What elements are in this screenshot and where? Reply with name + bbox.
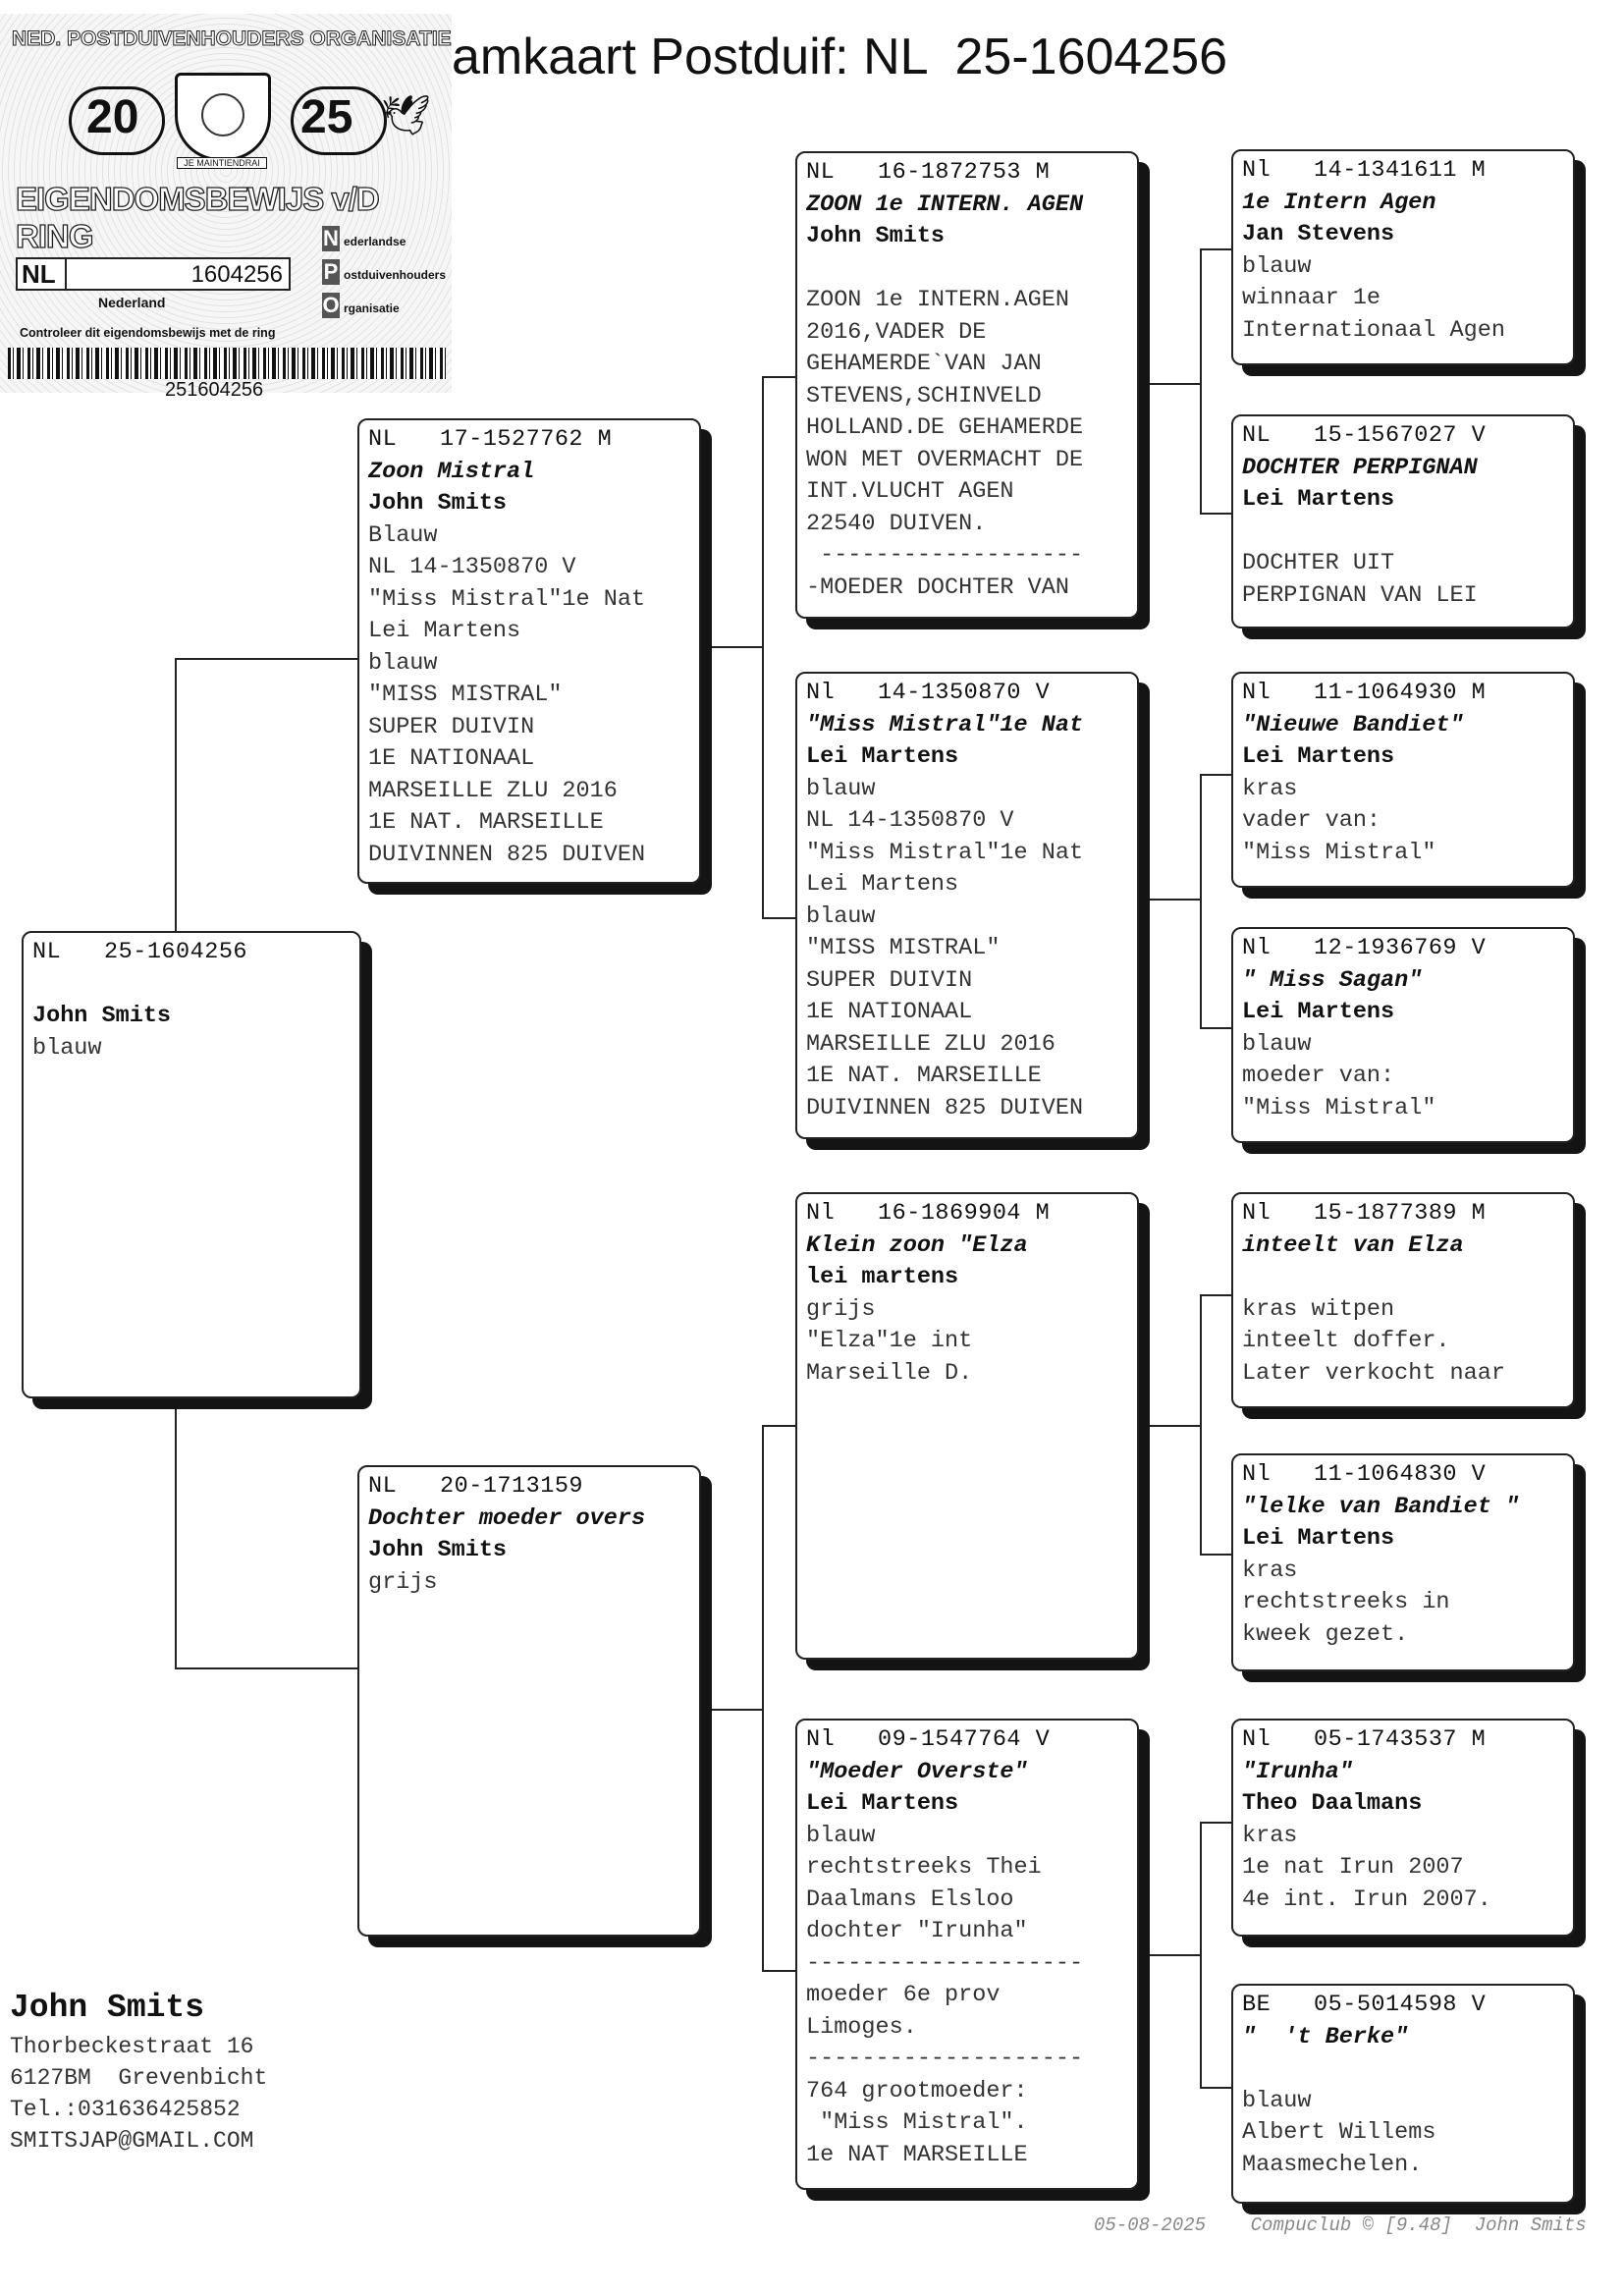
info-line: 1E NAT. MARSEILLE <box>806 1063 1042 1089</box>
dove-icon: 🕊 <box>381 97 431 141</box>
info-line: Marseille D. <box>806 1359 973 1387</box>
info-line: HOLLAND.DE GEHAMERDE <box>806 414 1084 441</box>
info-line: Daalmans Elsloo <box>806 1885 1014 1913</box>
pigeon-name: "Nieuwe Bandiet" <box>1242 711 1464 738</box>
pigeon-name: "Moeder Overste" <box>806 1758 1028 1785</box>
pigeon-name: "Miss Mistral"1e Nat <box>806 711 1084 738</box>
info-line: Limoges. <box>806 2013 917 2041</box>
info-line: SUPER DUIVIN <box>806 966 973 994</box>
info-line: -------------------- <box>806 1949 1084 1977</box>
ring-number-box <box>16 257 291 291</box>
owner-name: John Smits <box>10 1990 205 2026</box>
pigeon-name: Klein zoon "Elza <box>806 1231 1028 1259</box>
info-line: kras <box>1242 1557 1298 1584</box>
info-line: 1E NATIONAAL <box>368 745 535 772</box>
info-line: "Elza"1e int <box>806 1328 973 1354</box>
barcode <box>8 348 446 379</box>
ring-header: NL 25-1604256 <box>32 939 248 965</box>
info-line: 1E NATIONAAL <box>806 999 973 1025</box>
pigeon-card-sire-dam[interactable] <box>795 672 1139 1139</box>
info-line: moeder van: <box>1242 1063 1395 1089</box>
ring-country: NL <box>22 259 56 289</box>
info-line: winnaar 1e <box>1242 285 1381 311</box>
info-line: "Miss Mistral"1e Nat <box>368 585 646 613</box>
ring-header: Nl 15-1877389 M <box>1242 1200 1487 1227</box>
info-line <box>1242 1262 1567 1294</box>
owner-city: 6127BM Grevenbicht <box>10 2065 268 2091</box>
breeder-name: Lei Martens <box>806 1790 959 1817</box>
info-line: STEVENS,SCHINVELD <box>806 382 1042 410</box>
ring-header: BE 05-5014598 V <box>1242 1992 1487 2018</box>
info-line: inteelt doffer. <box>1242 1328 1450 1354</box>
info-line: kras witpen <box>1242 1295 1395 1323</box>
info-line: blauw <box>368 649 438 677</box>
ring-header: Nl 05-1743537 M <box>1242 1726 1487 1753</box>
certificate-year-left: 20 <box>86 91 139 143</box>
info-line: Lei Martens <box>806 871 959 898</box>
info-line <box>806 253 1131 286</box>
ring-header: NL 17-1527762 M <box>368 426 613 453</box>
info-line: Maasmechelen. <box>1242 2151 1423 2178</box>
info-line: vader van: <box>1242 807 1381 834</box>
ring-header: Nl 14-1350870 V <box>806 680 1051 706</box>
info-line: -MOEDER DOCHTER VAN <box>806 574 1069 601</box>
breeder-name: Jan Stevens <box>1242 221 1395 247</box>
info-line <box>32 969 353 1002</box>
info-line: "Miss Mistral" <box>1242 839 1436 866</box>
info-line: -------------------- <box>806 2046 1084 2072</box>
crest-motto: JE MAINTIENDRAI <box>177 157 267 169</box>
country-name: Nederland <box>98 295 166 310</box>
info-line: INT.VLUCHT AGEN <box>806 478 1014 505</box>
ring-header: Nl 12-1936769 V <box>1242 935 1487 961</box>
certificate-org: NED. POSTDUIVENHOUDERS ORGANISATIE <box>12 27 452 50</box>
barcode-number: 251604256 <box>165 379 264 401</box>
info-line: rechtstreeks in <box>1242 1589 1450 1615</box>
pigeon-name: Zoon Mistral <box>368 458 535 485</box>
certificate-year-right: 25 <box>300 91 353 143</box>
pigeon-name: "Irunha" <box>1242 1758 1353 1785</box>
owner-email[interactable]: SMITSJAP@GMAIL.COM <box>10 2128 254 2154</box>
info-line: DUIVINNEN 825 DUIVEN <box>806 1094 1084 1121</box>
footer-date: 05-08-2025 <box>1094 2214 1207 2236</box>
control-text: Controleer dit eigendomsbewijs met de ring <box>20 326 276 340</box>
info-line <box>1242 2053 1567 2086</box>
ring-header: Nl 14-1341611 M <box>1242 157 1487 184</box>
breeder-name: Lei Martens <box>1242 486 1395 513</box>
info-line: 764 grootmoeder: <box>806 2077 1028 2104</box>
info-line: WON MET OVERMACHT DE <box>806 446 1084 473</box>
ring-certificate <box>0 14 452 401</box>
pigeon-name: inteelt van Elza <box>1242 1231 1464 1259</box>
pigeon-name: " Miss Sagan" <box>1242 966 1423 994</box>
ring-header: Nl 09-1547764 V <box>806 1726 1051 1753</box>
pigeon-card-dam[interactable] <box>357 1465 701 1937</box>
footer-software: Compuclub © [9.48] <box>1250 2214 1452 2236</box>
info-line: 22540 DUIVEN. <box>806 510 987 537</box>
ring-header: Nl 11-1064930 M <box>1242 680 1487 706</box>
info-line: Internationaal Agen <box>1242 316 1505 344</box>
breeder-name: John Smits <box>806 223 946 249</box>
info-line <box>1242 517 1567 549</box>
info-line: moeder 6e prov <box>806 1982 1001 2008</box>
pigeon-card-sds[interactable] <box>1231 672 1575 888</box>
info-line: Blauw <box>368 521 438 549</box>
breeder-name: Lei Martens <box>1242 999 1395 1025</box>
info-line: Later verkocht naar <box>1242 1359 1505 1387</box>
info-line: Lei Martens <box>368 618 521 644</box>
info-line: MARSEILLE ZLU 2016 <box>806 1030 1056 1058</box>
pigeon-card-dds[interactable] <box>1231 1719 1575 1937</box>
info-line: "Miss Mistral" <box>1242 1094 1436 1121</box>
info-line: blauw <box>806 1822 876 1849</box>
info-line: 1E NAT. MARSEILLE <box>368 809 604 836</box>
info-line: blauw <box>806 775 876 802</box>
pigeon-card-subject[interactable] <box>22 931 361 1398</box>
certificate-label: EIGENDOMSBEWIJS v/D RING <box>16 181 379 254</box>
pigeon-card-sire[interactable] <box>357 418 701 884</box>
pigeon-name: 1e Intern Agen <box>1242 189 1436 216</box>
page-title: amkaart Postduif: NL 25-1604256 <box>452 28 1228 85</box>
ring-header: NL 16-1872753 M <box>806 159 1051 186</box>
ring-number: 1604256 <box>190 261 283 288</box>
info-line: 4e int. Irun 2007. <box>1242 1885 1491 1913</box>
info-line: blauw <box>1242 252 1312 280</box>
info-line: blauw <box>1242 1030 1312 1058</box>
pigeon-card-dsd[interactable] <box>1231 1453 1575 1671</box>
info-line: Albert Willems <box>1242 2119 1436 2146</box>
owner-block <box>10 1986 267 2157</box>
info-line: rechtstreeks Thei <box>806 1854 1042 1881</box>
info-line: GEHAMERDE`VAN JAN <box>806 351 1042 377</box>
info-line: kweek gezet. <box>1242 1620 1409 1648</box>
ring-header: Nl 16-1869904 M <box>806 1200 1051 1227</box>
owner-phone: Tel.:031636425852 <box>10 2097 241 2122</box>
pigeon-name: DOCHTER PERPIGNAN <box>1242 454 1478 481</box>
owner-street: Thorbeckestraat 16 <box>10 2034 254 2059</box>
info-line: DUIVINNEN 825 DUIVEN <box>368 841 646 868</box>
pigeon-card-ssd[interactable] <box>1231 414 1575 628</box>
info-line: "Miss Mistral". <box>806 2109 1028 2136</box>
pigeon-card-sdd[interactable] <box>1231 927 1575 1143</box>
ring-header: Nl 11-1064830 V <box>1242 1461 1487 1488</box>
info-line: dochter "Irunha" <box>806 1918 1028 1944</box>
lion-crest-icon <box>175 73 271 161</box>
info-line: "MISS MISTRAL" <box>806 935 1001 961</box>
info-line: DOCHTER UIT <box>1242 550 1395 576</box>
pigeon-name: Dochter moeder overs <box>368 1504 646 1532</box>
info-line: "Miss Mistral"1e Nat <box>806 839 1084 866</box>
pigeon-card-dss[interactable] <box>1231 1192 1575 1408</box>
info-line: kras <box>1242 775 1298 802</box>
info-line: 2016,VADER DE <box>806 318 987 346</box>
info-line: blauw <box>806 902 876 930</box>
breeder-name: John Smits <box>32 1003 172 1029</box>
info-line: kras <box>1242 1822 1298 1849</box>
ring-header: NL 15-1567027 V <box>1242 422 1487 449</box>
breeder-name: Lei Martens <box>806 743 959 770</box>
info-line: MARSEILLE ZLU 2016 <box>368 777 618 804</box>
pigeon-name: " 't Berke" <box>1242 2023 1409 2050</box>
info-line: 1e NAT MARSEILLE <box>806 2141 1028 2168</box>
info-line: 1e nat Irun 2007 <box>1242 1854 1464 1881</box>
ring-header: NL 20-1713159 <box>368 1473 584 1500</box>
footer <box>1094 2214 1587 2236</box>
breeder-name: John Smits <box>368 490 508 517</box>
breeder-name: lei martens <box>806 1264 959 1290</box>
pigeon-name: ZOON 1e INTERN. AGEN <box>806 191 1084 218</box>
npo-line-1: N ederlandse <box>323 226 406 250</box>
info-line: grijs <box>368 1568 438 1596</box>
info-line: SUPER DUIVIN <box>368 713 535 740</box>
footer-author: John Smits <box>1474 2214 1587 2236</box>
info-line: blauw <box>1242 2087 1312 2114</box>
info-line: blauw <box>32 1034 102 1062</box>
info-line: PERPIGNAN VAN LEI <box>1242 581 1478 609</box>
breeder-name: John Smits <box>368 1537 508 1563</box>
npo-line-2: P ostduivenhouders <box>323 259 447 284</box>
breeder-name: Lei Martens <box>1242 1525 1395 1552</box>
pigeon-card-dam-sire[interactable] <box>795 1192 1139 1660</box>
breeder-name: Lei Martens <box>1242 743 1395 770</box>
npo-line-3: O rganisatie <box>322 293 400 317</box>
info-line: ------------------- <box>806 542 1084 569</box>
info-line: NL 14-1350870 V <box>368 554 576 580</box>
info-line: ZOON 1e INTERN.AGEN <box>806 287 1069 313</box>
info-line: "MISS MISTRAL" <box>368 682 563 708</box>
breeder-name: Theo Daalmans <box>1242 1790 1423 1817</box>
pigeon-card-dam-dam[interactable] <box>795 1719 1139 2190</box>
pigeon-card-sire-sire[interactable] <box>795 151 1139 619</box>
pigeon-card-sss[interactable] <box>1231 149 1575 365</box>
info-line: grijs <box>806 1295 876 1323</box>
pigeon-name: "lelke van Bandiet " <box>1242 1493 1520 1520</box>
pigeon-card-ddd[interactable] <box>1231 1984 1575 2204</box>
info-line: NL 14-1350870 V <box>806 807 1014 834</box>
